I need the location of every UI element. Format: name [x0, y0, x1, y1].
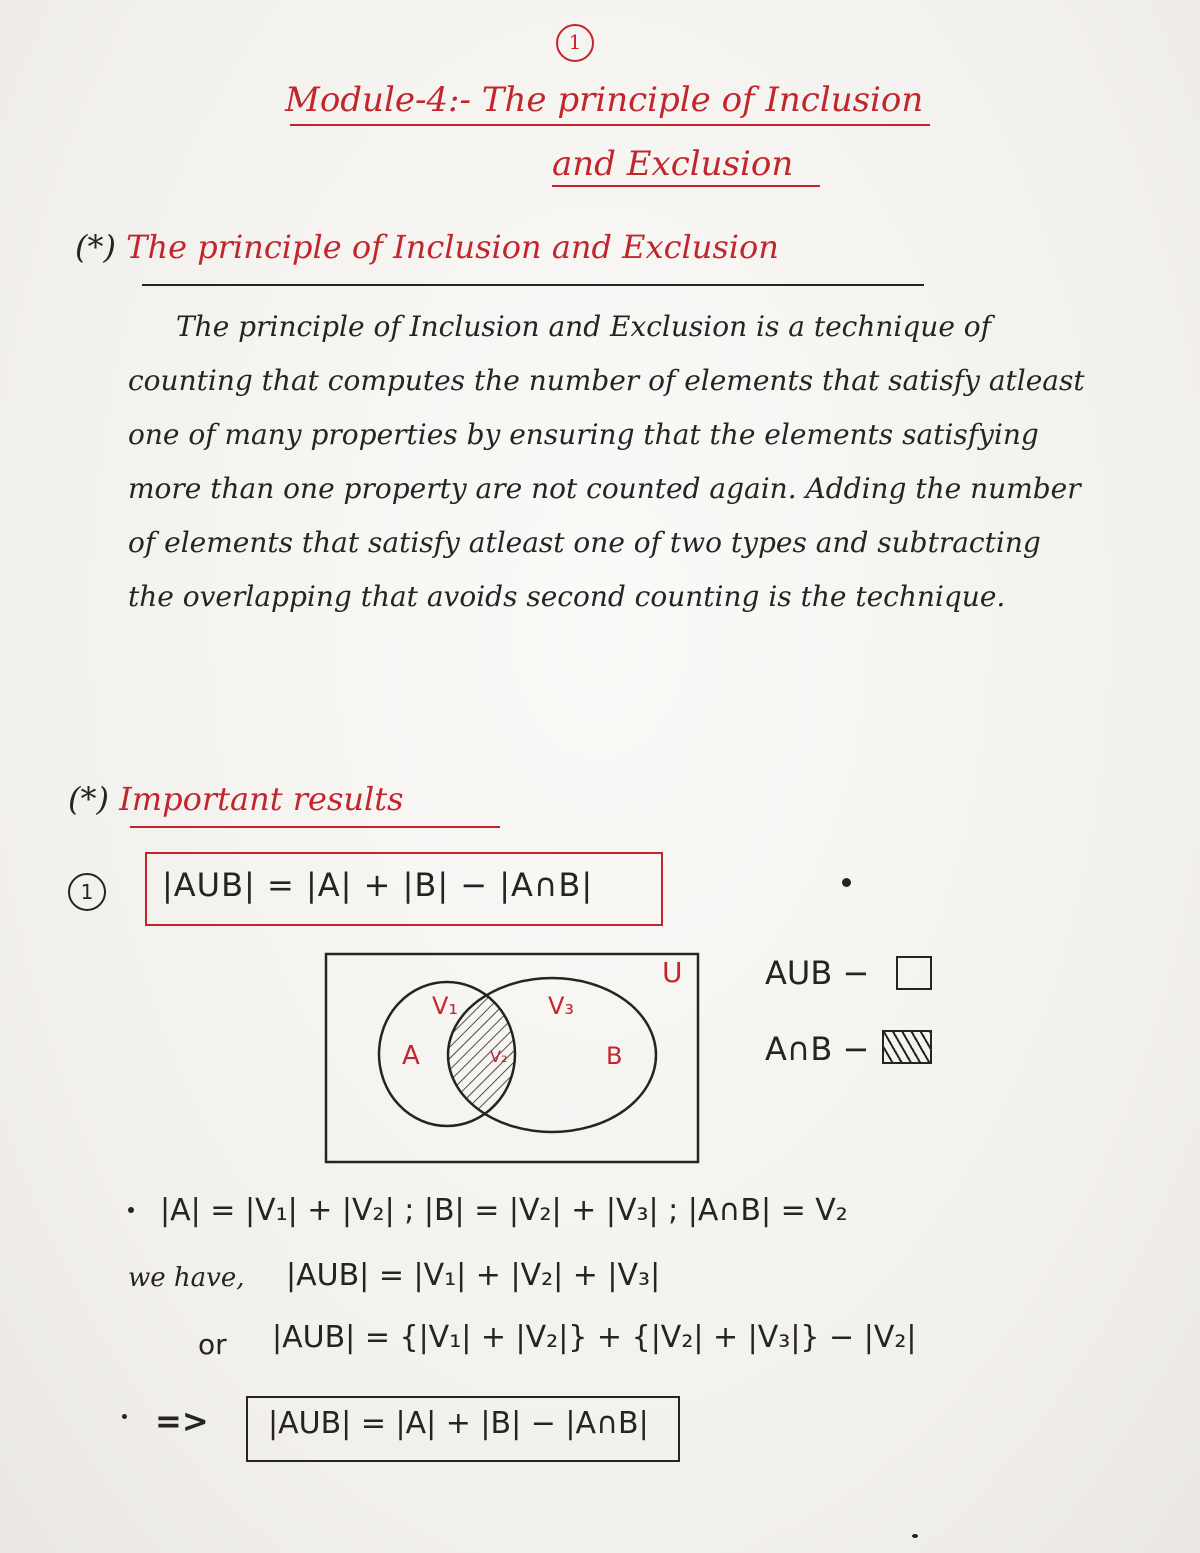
definition-paragraph: The principle of Inclusion and Exclusion is a technique of counting that computes the number of elements that satisfy atleast one of many properties by ensuring that the elements satisfying more than one property are not counted again. Adding the number of elements that satisfy atleast one of two types and subtracting the overlapping that avoids second counting is the technique. — [128, 310, 1085, 613]
bullet-dot — [128, 1207, 134, 1213]
universe-label: U — [662, 956, 683, 989]
result1-formula: |AUB| = |A| + |B| − |A∩B| — [162, 866, 594, 904]
legend-union-swatch — [896, 956, 932, 990]
implies-arrow: => — [155, 1402, 209, 1440]
region-v2-label: V₂ — [490, 1047, 508, 1066]
set-b-label: B — [606, 1042, 623, 1070]
region-v1-label: V₁ — [432, 992, 459, 1020]
section1-marker: (*) — [75, 228, 116, 266]
set-a-label: A — [402, 1041, 420, 1071]
ink-dot — [842, 878, 851, 887]
derivation-line3-lead: or — [198, 1328, 227, 1361]
derivation-conclusion: |AUB| = |A| + |B| − |A∩B| — [268, 1406, 649, 1441]
section1-heading — [75, 228, 779, 266]
venn-diagram — [320, 950, 710, 1166]
derivation-line1: |A| = |V₁| + |V₂| ; |B| = |V₂| + |V₃| ; |A∩B| = V₂ — [160, 1193, 848, 1228]
derivation-line2: |AUB| = |V₁| + |V₂| + |V₃| — [286, 1258, 661, 1293]
page-title-line1: Module-4:- The principle of Inclusion — [285, 80, 924, 120]
page-title-line2: and Exclusion — [552, 144, 794, 184]
legend-union-label: AUB − — [765, 954, 870, 992]
section1-underline — [142, 284, 924, 286]
title-underline — [552, 185, 820, 187]
result-number: 1 — [68, 873, 106, 911]
section1-title: The principle of Inclusion and Exclusion — [126, 228, 779, 266]
region-v3-label: V₃ — [548, 992, 575, 1020]
section2-heading — [68, 780, 404, 818]
section2-title: Important results — [119, 780, 404, 818]
title-underline — [290, 124, 930, 126]
ink-mark — [912, 1534, 918, 1538]
section2-marker: (*) — [68, 780, 109, 818]
page-number: 1 — [556, 24, 594, 62]
derivation-line2-lead: we have, — [128, 1263, 245, 1293]
legend-intersection-label: A∩B − — [765, 1030, 870, 1068]
section2-underline — [130, 826, 500, 828]
legend-intersection-swatch — [882, 1030, 932, 1064]
bullet-dot — [122, 1414, 127, 1419]
derivation-line3: |AUB| = {|V₁| + |V₂|} + {|V₂| + |V₃|} − |V₂| — [272, 1320, 917, 1355]
